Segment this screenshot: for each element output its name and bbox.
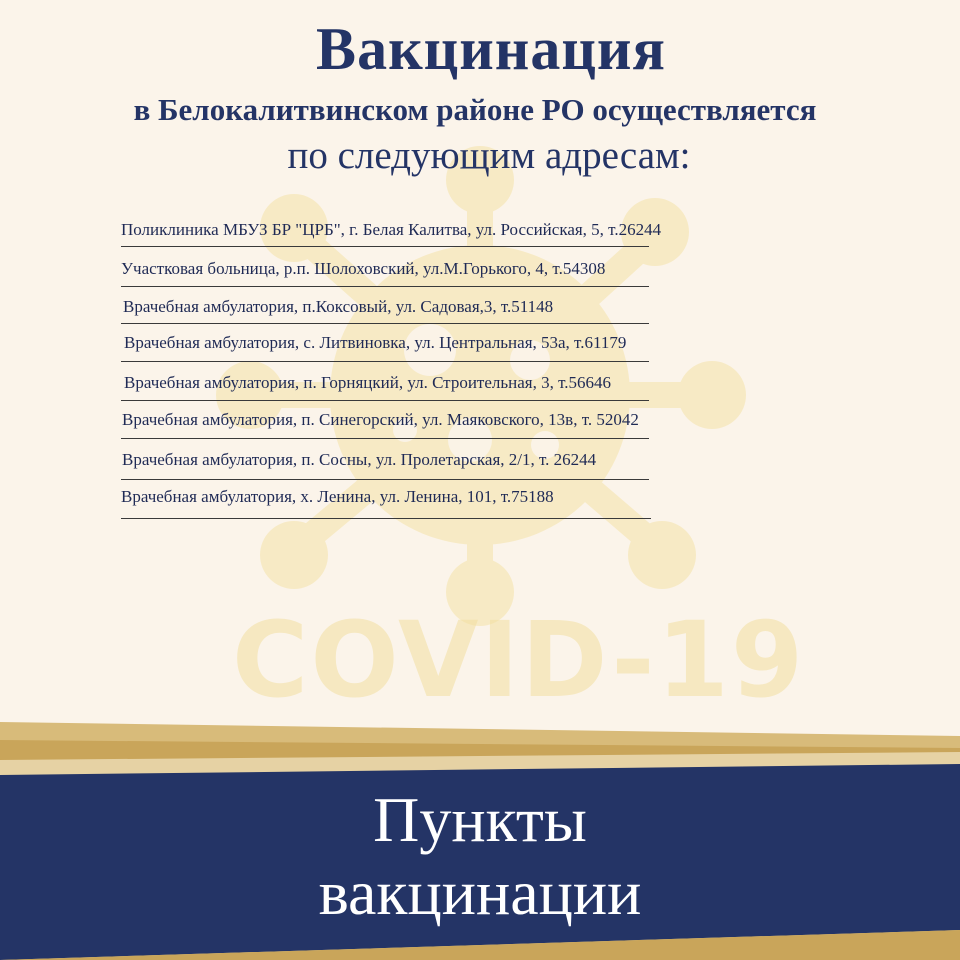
banner-title-line-2: вакцинации (318, 857, 642, 928)
list-item: Врачебная амбулатория, п. Сосны, ул. Пролетарская, 2/1, т. 26244 (122, 450, 597, 469)
list-item: Участковая больница, р.п. Шолоховский, ул.М.Горького, 4, т.54308 (121, 259, 606, 278)
list-item: Врачебная амбулатория, с. Литвиновка, ул. Центральная, 53а, т.61179 (124, 333, 627, 352)
banner-title-line-1: Пункты (373, 784, 587, 855)
page-title: Вакцинация (316, 16, 666, 82)
list-item: Врачебная амбулатория, п. Синегорский, ул. Маяковского, 13в, т. 52042 (122, 410, 639, 429)
covid-watermark: COVID-19 (232, 599, 806, 721)
subtitle-line-2: по следующим адресам: (287, 134, 691, 177)
subtitle-line-1: в Белокалитвинском районе РО осуществляется (133, 92, 817, 127)
list-item: Поликлиника МБУЗ БР "ЦРБ", г. Белая Калитва, ул. Российская, 5, т.26244 (121, 220, 662, 239)
list-item: Врачебная амбулатория, п.Коксовый, ул. Садовая,3, т.51148 (123, 297, 554, 316)
list-item: Врачебная амбулатория, х. Ленина, ул. Ленина, 101, т.75188 (121, 487, 554, 506)
list-item: Врачебная амбулатория, п. Горняцкий, ул. Строительная, 3, т.56646 (124, 373, 611, 392)
